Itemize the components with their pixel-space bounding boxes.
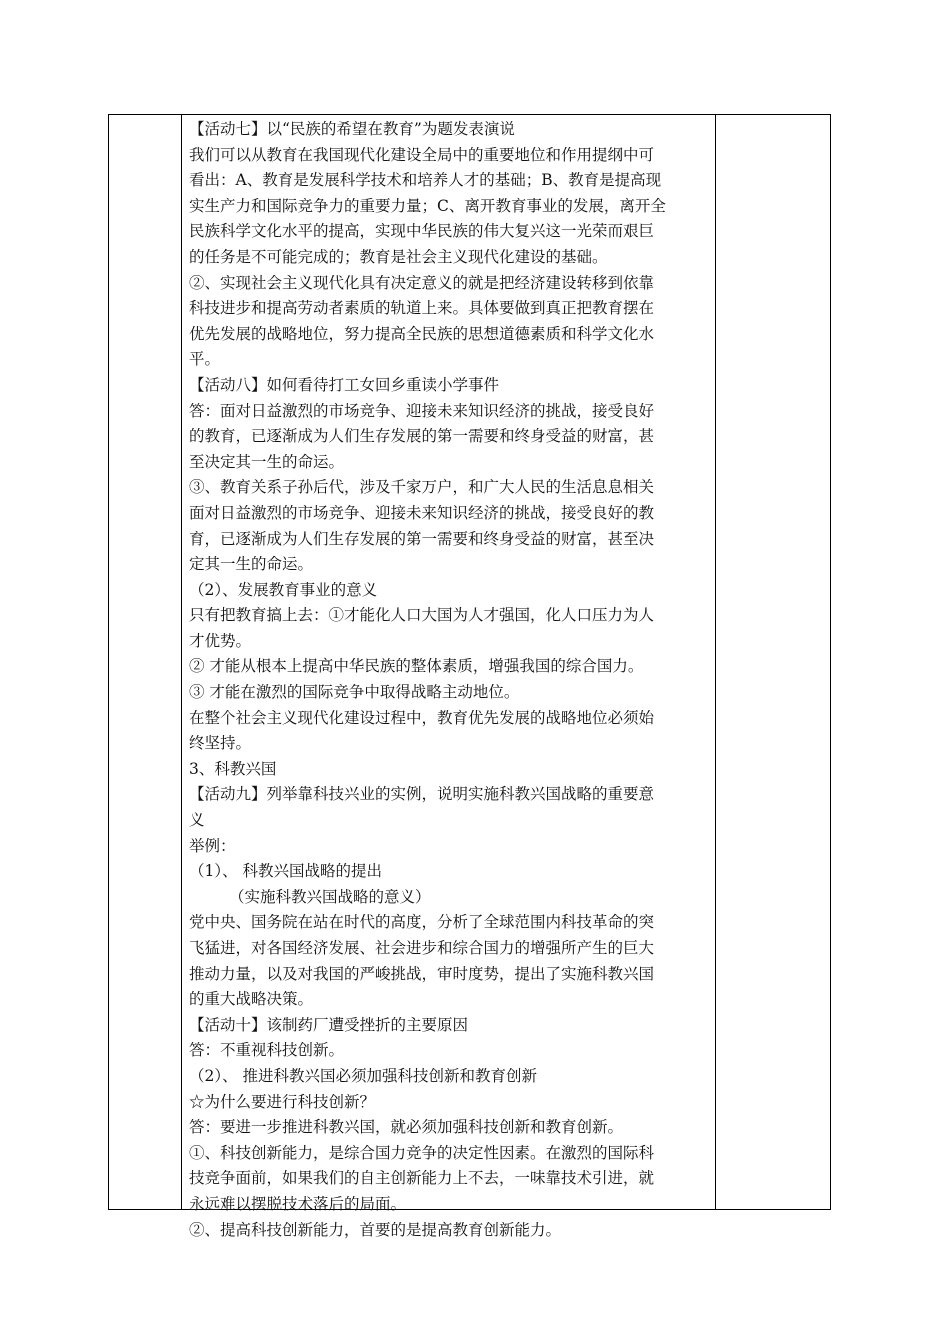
text-line: 科技进步和提高劳动者素质的轨道上来。具体要做到真正把教育摆在 — [189, 299, 655, 318]
column-divider-right — [715, 115, 716, 1209]
text-line: 只有把教育搞上去：①才能化人口大国为人才强国，化人口压力为人 — [189, 606, 655, 625]
text-line: ③ 才能在激烈的国际竞争中取得战略主动地位。 — [189, 683, 520, 702]
text-line: 推动力量，以及对我国的严峻挑战，审时度势，提出了实施科教兴国 — [189, 964, 655, 983]
text-line: 民族科学文化水平的提高，实现中华民族的伟大复兴这一光荣而艰巨 — [189, 222, 655, 241]
text-line: 永远难以摆脱技术落后的局面。 — [189, 1194, 407, 1213]
text-line: 【活动九】列举靠科技兴业的实例，说明实施科教兴国战略的重要意 — [189, 785, 655, 804]
text-line: 【活动十】该制药厂遭受挫折的主要原因 — [189, 1015, 469, 1034]
text-line: 举例： — [189, 836, 236, 855]
text-line: ☆为什么要进行科技创新？ — [189, 1092, 376, 1111]
text-line: 我们可以从教育在我国现代化建设全局中的重要地位和作用提纲中可 — [189, 145, 655, 164]
text-line: 面对日益激烈的市场竞争、迎接未来知识经济的挑战，接受良好的教 — [189, 503, 655, 522]
text-line: 的任务是不可能完成的；教育是社会主义现代化建设的基础。 — [189, 247, 608, 266]
text-line: 答：要进一步推进科教兴国，就必须加强科技创新和教育创新。 — [189, 1118, 624, 1137]
text-line: 平。 — [189, 350, 221, 369]
text-line: ①、科技创新能力，是综合国力竞争的决定性因素。在激烈的国际科 — [189, 1143, 655, 1162]
text-line: 答：不重视科技创新。 — [189, 1041, 345, 1060]
text-line: 党中央、国务院在站在时代的高度，分析了全球范围内科技革命的突 — [189, 913, 655, 932]
text-line: 实生产力和国际竞争力的重要力量；C、离开教育事业的发展，离开全 — [189, 196, 666, 215]
text-line: （实施科教兴国战略的意义） — [229, 887, 431, 906]
text-line: 3、科教兴国 — [189, 759, 277, 778]
text-line: ③、教育关系子孙后代，涉及千家万户，和广大人民的生活息息相关 — [189, 478, 655, 497]
text-line: ②、实现社会主义现代化具有决定意义的就是把经济建设转移到依靠 — [189, 273, 655, 292]
text-line: 定其一生的命运。 — [189, 555, 314, 574]
text-line: 才优势。 — [189, 631, 252, 650]
text-line: 【活动八】如何看待打工女回乡重读小学事件 — [189, 375, 500, 394]
text-line: ②、提高科技创新能力，首要的是提高教育创新能力。 — [189, 1220, 562, 1239]
text-line: 的教育，已逐渐成为人们生存发展的第一需要和终身受益的财富，甚 — [189, 427, 655, 446]
text-line: 【活动七】以“民族的希望在教育”为题发表演说 — [189, 120, 515, 138]
text-line: ② 才能从根本上提高中华民族的整体素质，增强我国的综合国力。 — [189, 657, 644, 676]
text-line: 飞猛进，对各国经济发展、社会进步和综合国力的增强所产生的巨大 — [189, 939, 655, 957]
column-divider-left — [181, 115, 182, 1209]
text-line: 看出：A、教育是发展科学技术和培养人才的基础；B、教育是提高现 — [189, 171, 662, 190]
text-line: 的重大战略决策。 — [189, 990, 314, 1009]
text-line: 育，已逐渐成为人们生存发展的第一需要和终身受益的财富，甚至决 — [189, 529, 655, 548]
lesson-table — [108, 114, 831, 1239]
text-line: 答：面对日益激烈的市场竞争、迎接未来知识经济的挑战，接受良好 — [189, 401, 655, 420]
text-line: （1）、 科教兴国战略的提出 — [189, 862, 383, 881]
text-line: 优先发展的战略地位，努力提高全民族的思想道德素质和科学文化水 — [189, 324, 655, 343]
text-line: 至决定其一生的命运。 — [189, 452, 345, 471]
text-line: 技竞争面前，如果我们的自主创新能力上不去，一味靠技术引进，就 — [189, 1169, 655, 1188]
text-line: （2）、 推进科教兴国必须加强科技创新和教育创新 — [189, 1066, 538, 1085]
text-line: 在整个社会主义现代化建设过程中，教育优先发展的战略地位必须始 — [189, 708, 655, 727]
text-line: 终坚持。 — [189, 734, 252, 753]
text-line: 义 — [189, 811, 205, 830]
lesson-content — [189, 117, 707, 1243]
text-line: （2）、发展教育事业的意义 — [189, 580, 378, 599]
